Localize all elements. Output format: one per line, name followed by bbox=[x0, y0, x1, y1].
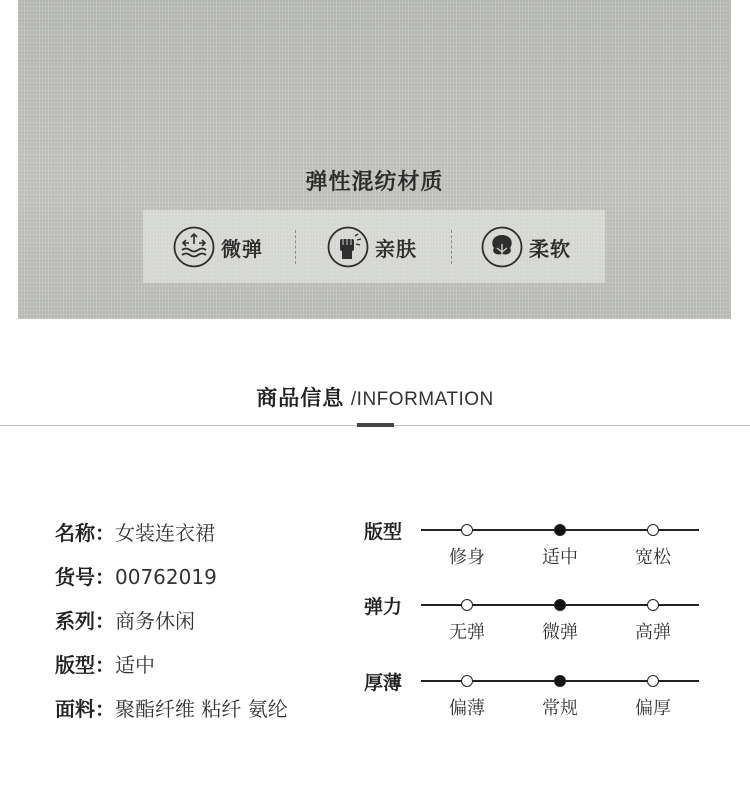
scale-dot bbox=[647, 599, 659, 611]
scale-option: 高弹 bbox=[635, 622, 671, 643]
scale-dot-selected bbox=[554, 524, 566, 536]
section-title-cn: 商品信息 bbox=[256, 386, 345, 410]
info-key: 版型： bbox=[55, 653, 115, 677]
feature-divider bbox=[451, 230, 452, 264]
info-row-material bbox=[55, 693, 288, 722]
scale-label: 厚薄 bbox=[364, 672, 403, 694]
scale-dot-selected bbox=[554, 599, 566, 611]
fist-skin-icon bbox=[327, 226, 369, 268]
scale-dot bbox=[647, 675, 659, 687]
info-key: 货号： bbox=[55, 565, 115, 589]
scale-option: 常规 bbox=[542, 698, 578, 719]
section-title bbox=[0, 382, 750, 412]
scale-label: 版型 bbox=[364, 521, 403, 543]
feature-divider bbox=[295, 230, 296, 264]
soft-leaf-icon bbox=[481, 226, 523, 268]
info-row-sku bbox=[55, 561, 217, 590]
info-key: 面料： bbox=[55, 697, 115, 721]
info-key: 名称： bbox=[55, 521, 115, 545]
scale-dot-selected bbox=[554, 675, 566, 687]
feature-label: 亲肤 bbox=[375, 236, 417, 261]
info-value: 适中 bbox=[115, 653, 155, 677]
scale-dot bbox=[461, 599, 473, 611]
scale-option: 宽松 bbox=[635, 547, 671, 568]
scale-label: 弹力 bbox=[364, 596, 403, 618]
scale-option: 无弹 bbox=[449, 622, 485, 643]
scale-dot bbox=[647, 524, 659, 536]
feature-stretch bbox=[173, 226, 263, 268]
info-row-fit bbox=[55, 649, 155, 678]
info-row-name bbox=[55, 517, 215, 546]
feature-box bbox=[143, 210, 605, 283]
scale-dot bbox=[461, 524, 473, 536]
info-row-series bbox=[55, 605, 195, 634]
feature-skin bbox=[327, 226, 417, 268]
scale-option: 偏薄 bbox=[449, 698, 485, 719]
scale-option: 偏厚 bbox=[635, 698, 671, 719]
info-value: 商务休闲 bbox=[115, 609, 195, 633]
scale-option: 修身 bbox=[449, 547, 485, 568]
hero-title: 弹性混纺材质 bbox=[305, 170, 444, 195]
feature-soft bbox=[481, 226, 571, 268]
stretch-waves-icon bbox=[173, 226, 215, 268]
feature-label: 柔软 bbox=[529, 236, 571, 261]
info-value: 00762019 bbox=[115, 565, 217, 589]
info-key: 系列： bbox=[55, 609, 115, 633]
info-value: 女装连衣裙 bbox=[115, 521, 215, 545]
section-divider-accent bbox=[357, 423, 394, 427]
scale-dot bbox=[461, 675, 473, 687]
section-title-en: /INFORMATION bbox=[350, 389, 494, 410]
info-value: 聚酯纤维 粘纤 氨纶 bbox=[115, 697, 288, 721]
fabric-hero bbox=[18, 0, 731, 319]
feature-label: 微弹 bbox=[221, 236, 263, 261]
scale-option: 适中 bbox=[542, 547, 578, 568]
scale-option: 微弹 bbox=[542, 622, 578, 643]
